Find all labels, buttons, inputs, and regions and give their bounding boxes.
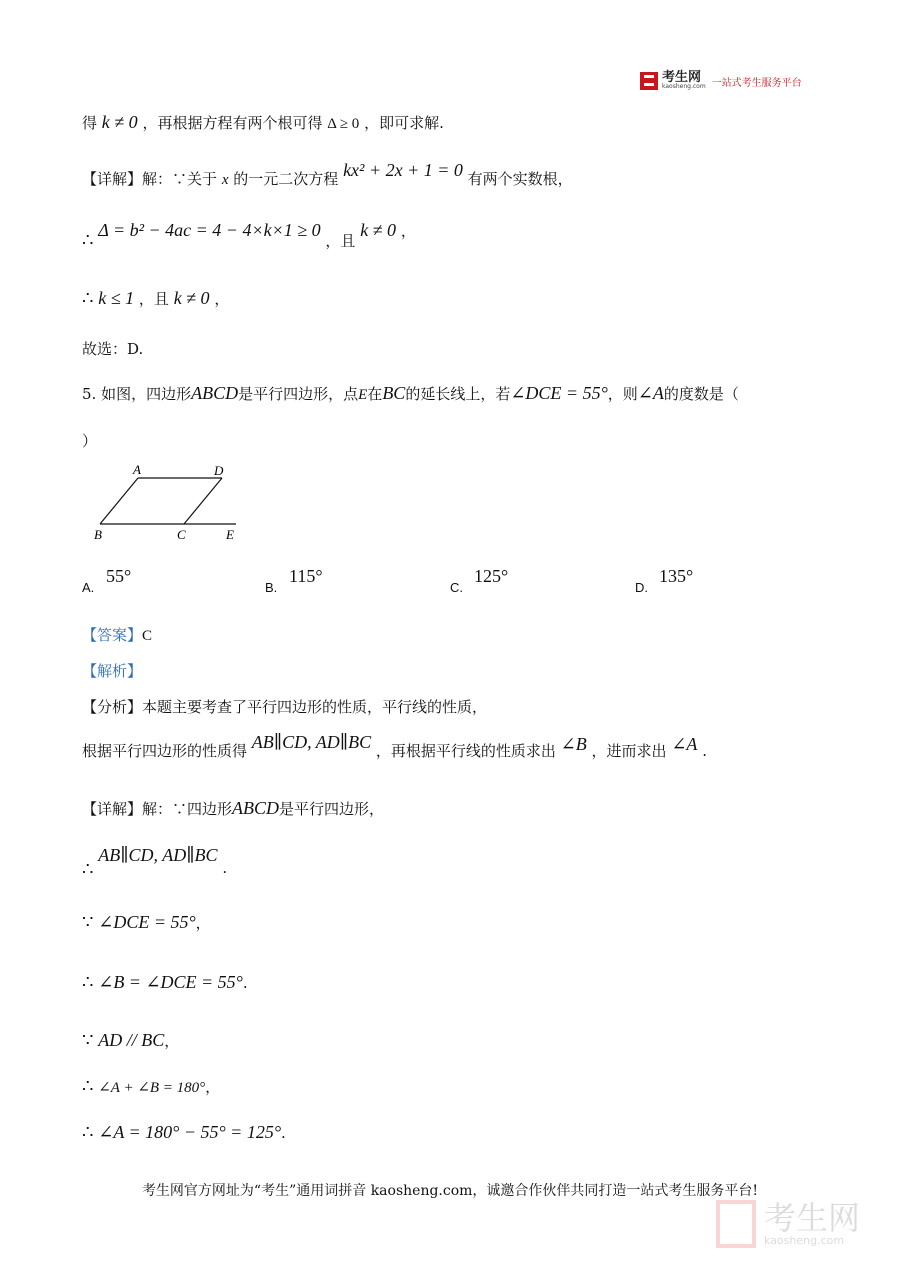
detail-step-3 bbox=[82, 972, 248, 993]
solution-line-3 bbox=[82, 220, 416, 251]
watermark-url: kaosheng.com bbox=[764, 1233, 845, 1247]
section-tag: 【详解】 bbox=[82, 170, 143, 188]
logo-url: kaosheng.com bbox=[662, 83, 706, 90]
option-value: 55° bbox=[106, 566, 132, 586]
text: 解：∵关于 bbox=[142, 170, 218, 188]
math-expr: AB∥CD, AD∥BC bbox=[251, 732, 372, 752]
logo-name: 考生网 bbox=[662, 70, 702, 85]
text: ，且 bbox=[325, 232, 356, 250]
detail-step-2 bbox=[82, 912, 211, 933]
answer-line bbox=[82, 624, 152, 645]
math-equation: kx² + 2x + 1 = 0 bbox=[343, 160, 463, 180]
math-expr: k ≤ 1 bbox=[98, 288, 135, 308]
text: 的延长线上，若 bbox=[405, 385, 511, 403]
therefore-symbol: ∴ bbox=[82, 1076, 94, 1097]
math-expr: AD // BC bbox=[98, 1030, 165, 1050]
text: 在 bbox=[367, 385, 383, 403]
solution-line-4 bbox=[82, 288, 229, 309]
text: ，即可求解. bbox=[364, 114, 444, 132]
detail-step-5 bbox=[82, 1076, 220, 1097]
logo-icon bbox=[640, 72, 658, 90]
solution-line-5: 故选：D. bbox=[82, 340, 144, 358]
text: ， bbox=[164, 1032, 180, 1050]
option-value: 115° bbox=[289, 566, 323, 586]
math-expr: ∠A bbox=[671, 734, 698, 754]
math-expr: ∠DCE = 55° bbox=[510, 383, 608, 403]
text: . bbox=[242, 974, 248, 992]
math-expr: ∠A = 180° − 55° = 125° bbox=[98, 1122, 282, 1142]
detail-line-1 bbox=[82, 798, 384, 819]
text: . bbox=[702, 742, 707, 760]
math-expr: k ≠ 0 bbox=[360, 220, 397, 240]
watermark-name: 考生网 bbox=[764, 1198, 861, 1237]
text: ，再根据方程有两个根可得 bbox=[142, 114, 323, 132]
option-label: C. bbox=[450, 580, 463, 595]
math-var: E bbox=[358, 387, 368, 403]
section-tag: 【分析】 bbox=[82, 698, 143, 716]
header-logo bbox=[640, 72, 802, 90]
fenxi-line-1 bbox=[82, 696, 487, 717]
text: 的度数是（ bbox=[663, 385, 739, 403]
therefore-symbol: ∴ bbox=[82, 230, 94, 251]
math-expr: AB∥CD, AD∥BC bbox=[98, 845, 218, 865]
because-symbol: ∵ bbox=[82, 1030, 94, 1051]
analysis-tag: 【解析】 bbox=[82, 662, 143, 680]
math-expr: ∠B = ∠DCE = 55° bbox=[98, 972, 243, 992]
text: 是平行四边形， bbox=[279, 800, 385, 818]
solution-line-1 bbox=[82, 112, 444, 133]
answer-value: C bbox=[142, 628, 153, 644]
label-c: C bbox=[177, 527, 186, 542]
text: . bbox=[281, 1124, 286, 1142]
therefore-symbol: ∴ bbox=[82, 859, 94, 880]
option-label: B. bbox=[265, 580, 278, 595]
watermark bbox=[716, 1200, 860, 1248]
option-label: A. bbox=[82, 580, 95, 595]
text: 解：∵四边形 bbox=[142, 800, 233, 818]
answer-tag: 【答案】 bbox=[82, 626, 143, 644]
question-5 bbox=[82, 383, 739, 404]
text: ，再根据平行线的性质求出 bbox=[375, 742, 556, 760]
section-tag: 【详解】 bbox=[82, 800, 143, 818]
text: 根据平行四边形的性质得 bbox=[82, 742, 248, 760]
text: 是平行四边形，点 bbox=[238, 385, 359, 403]
text: 有两个实数根， bbox=[467, 170, 573, 188]
line-dc bbox=[184, 478, 222, 524]
question-number: 5. bbox=[82, 385, 97, 403]
math-var: ABCD bbox=[191, 383, 239, 403]
text: . bbox=[222, 859, 228, 877]
text: ，则 bbox=[607, 385, 638, 403]
solution-line-2 bbox=[82, 160, 573, 189]
logo-slogan: 一站式考生服务平台 bbox=[711, 77, 802, 89]
watermark-logo-icon bbox=[716, 1200, 756, 1248]
footer-text: 考生网官方网址为“考生”通用词拼音 kaosheng.com，诚邀合作伙伴共同打造一站式考生服务平台! bbox=[141, 1183, 759, 1199]
math-expr: k ≠ 0 bbox=[173, 288, 210, 308]
label-e: E bbox=[226, 527, 234, 542]
math-expr: ∠A + ∠B = 180° bbox=[98, 1080, 206, 1096]
detail-step-1 bbox=[82, 845, 228, 880]
math-expr: Δ = b² − 4ac = 4 − 4×k×1 ≥ 0 bbox=[98, 220, 321, 240]
math-var: x bbox=[221, 172, 229, 188]
because-symbol: ∵ bbox=[82, 912, 94, 933]
text: ， bbox=[205, 1078, 221, 1096]
line-ba bbox=[100, 478, 138, 524]
text: ， bbox=[400, 222, 416, 240]
math-expr: ∠A bbox=[637, 383, 664, 403]
text: 如图，四边形 bbox=[101, 385, 192, 403]
math-var: BC bbox=[382, 383, 406, 403]
therefore-symbol: ∴ bbox=[82, 288, 94, 309]
detail-step-4 bbox=[82, 1030, 179, 1051]
question-close-paren: ） bbox=[82, 432, 98, 450]
parallelogram-figure bbox=[88, 458, 248, 548]
detail-step-6 bbox=[82, 1122, 286, 1143]
therefore-symbol: ∴ bbox=[82, 972, 94, 993]
math-expr: ∠B bbox=[560, 734, 587, 754]
text: 的一元二次方程 bbox=[233, 170, 339, 188]
text: ， bbox=[195, 914, 211, 932]
option-value: 125° bbox=[474, 566, 509, 586]
fenxi-line-2 bbox=[82, 732, 707, 761]
therefore-symbol: ∴ bbox=[82, 1122, 94, 1143]
label-b: B bbox=[94, 527, 102, 542]
option-label: D. bbox=[635, 580, 648, 595]
label-a: A bbox=[133, 462, 141, 477]
math-expr: Δ ≥ 0 bbox=[327, 116, 360, 132]
label-d: D bbox=[214, 463, 224, 478]
text: 得 bbox=[82, 114, 98, 132]
math-expr: ∠DCE = 55° bbox=[98, 912, 196, 932]
text: 本题主要考查了平行四边形的性质，平行线的性质， bbox=[142, 698, 488, 716]
math-var: ABCD bbox=[232, 798, 280, 818]
text: ，进而求出 bbox=[591, 742, 667, 760]
text: ，且 bbox=[138, 290, 169, 308]
math-expr: k ≠ 0 bbox=[101, 112, 138, 132]
option-value: 135° bbox=[659, 566, 694, 586]
text: ， bbox=[214, 290, 230, 308]
